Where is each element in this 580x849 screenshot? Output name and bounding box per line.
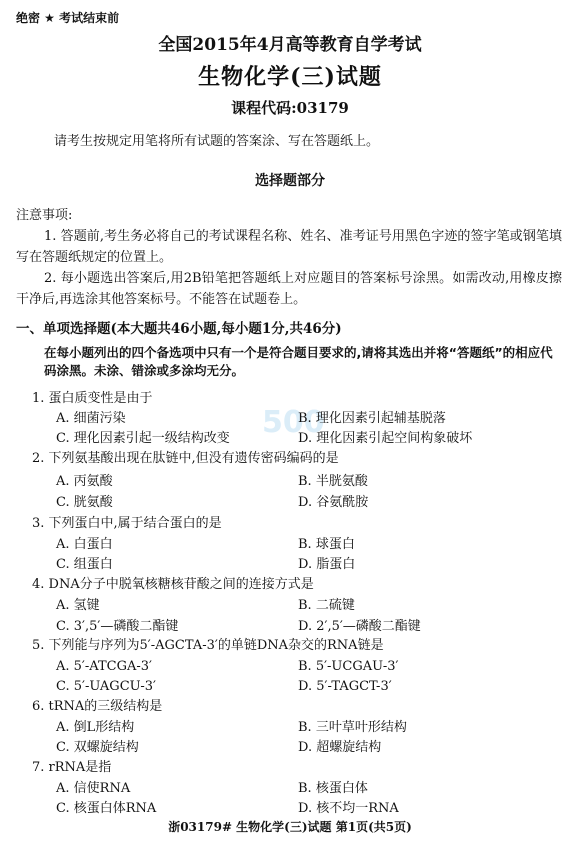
- option-c: C. 双螺旋结构: [56, 740, 139, 755]
- notes-title: 注意事项:: [16, 208, 73, 223]
- option-c: C. 核蛋白体RNA: [56, 801, 157, 816]
- subject-title: 生物化学(三)试题: [198, 64, 382, 90]
- question-stem: 4. DNA分子中脱氧核糖核苷酸之间的连接方式是: [32, 577, 314, 592]
- option-c: C. 组蛋白: [56, 557, 113, 572]
- option-a: A. 倒L形结构: [56, 720, 135, 735]
- option-d: D. 谷氨酰胺: [298, 495, 369, 510]
- question-stem: 1. 蛋白质变性是由于: [32, 391, 153, 406]
- option-a: A. 白蛋白: [56, 537, 113, 552]
- section-title: 一、单项选择题(本大题共46小题,每小题1分,共46分): [16, 321, 342, 337]
- option-b: B. 球蛋白: [298, 537, 355, 552]
- note-item: 2. 每小题选出答案后,用2B铅笔把答题纸上对应题目的答案标号涂黑。如需改动,用橡皮擦干净后,再选涂其他答案标号。不能答在试题卷上。: [16, 271, 562, 307]
- option-a: A. 氢键: [56, 598, 100, 613]
- option-a: A. 5′-ATCGA-3′: [56, 659, 152, 674]
- course-code: 课程代码:03179: [231, 99, 349, 117]
- answer-instruction: 请考生按规定用笔将所有试题的答案涂、写在答题纸上。: [54, 134, 380, 149]
- option-c: C. 理化因素引起一级结构改变: [56, 431, 230, 446]
- option-c: C. 3′,5′—磷酸二酯键: [56, 619, 179, 634]
- option-d: D. 脂蛋白: [298, 557, 356, 572]
- part-title: 选择题部分: [255, 173, 325, 189]
- option-a: A. 丙氨酸: [56, 474, 113, 489]
- note-item: 1. 答题前,考生务必将自己的考试课程名称、姓名、准考证号用黑色字迹的签字笔或钢笔填写在答题纸规定的位置上。: [16, 229, 562, 265]
- option-b: B. 半胱氨酸: [298, 474, 368, 489]
- option-a: A. 信使RNA: [56, 781, 131, 796]
- question-stem: 3. 下列蛋白中,属于结合蛋白的是: [32, 516, 222, 531]
- option-b: B. 5′-UCGAU-3′: [298, 659, 399, 674]
- option-d: D. 超螺旋结构: [298, 740, 382, 755]
- option-d: D. 核不均一RNA: [298, 801, 399, 816]
- question-stem: 6. tRNA的三级结构是: [32, 699, 163, 714]
- option-d: D. 理化因素引起空间构象破坏: [298, 431, 473, 446]
- exam-title: 全国2015年4月高等教育自学考试: [158, 35, 422, 55]
- option-b: B. 理化因素引起辅基脱落: [298, 411, 446, 426]
- watermark-logo: 500: [262, 405, 325, 440]
- option-d: D. 5′-TAGCT-3′: [298, 679, 392, 694]
- question-stem: 5. 下列能与序列为5′-AGCTA-3′的单链DNA杂交的RNA链是: [32, 638, 384, 653]
- page-footer: 浙03179# 生物化学(三)试题 第1页(共5页): [168, 820, 412, 834]
- section-description: 在每小题列出的四个备选项中只有一个是符合题目要求的,请将其选出并将“答题纸”的相应代码涂黑。未涂、错涂或多涂均无分。: [44, 345, 553, 378]
- option-d: D. 2′,5′—磷酸二酯键: [298, 619, 421, 634]
- option-a: A. 细菌污染: [56, 411, 126, 426]
- option-c: C. 5′-UAGCU-3′: [56, 679, 156, 694]
- confidential-label: 绝密 ★ 考试结束前: [16, 11, 120, 25]
- option-c: C. 胱氨酸: [56, 495, 113, 510]
- option-b: B. 核蛋白体: [298, 781, 368, 796]
- question-stem: 2. 下列氨基酸出现在肽链中,但没有遗传密码编码的是: [32, 451, 339, 466]
- option-b: B. 二硫键: [298, 598, 355, 613]
- option-b: B. 三叶草叶形结构: [298, 720, 407, 735]
- question-stem: 7. rRNA是指: [32, 760, 112, 775]
